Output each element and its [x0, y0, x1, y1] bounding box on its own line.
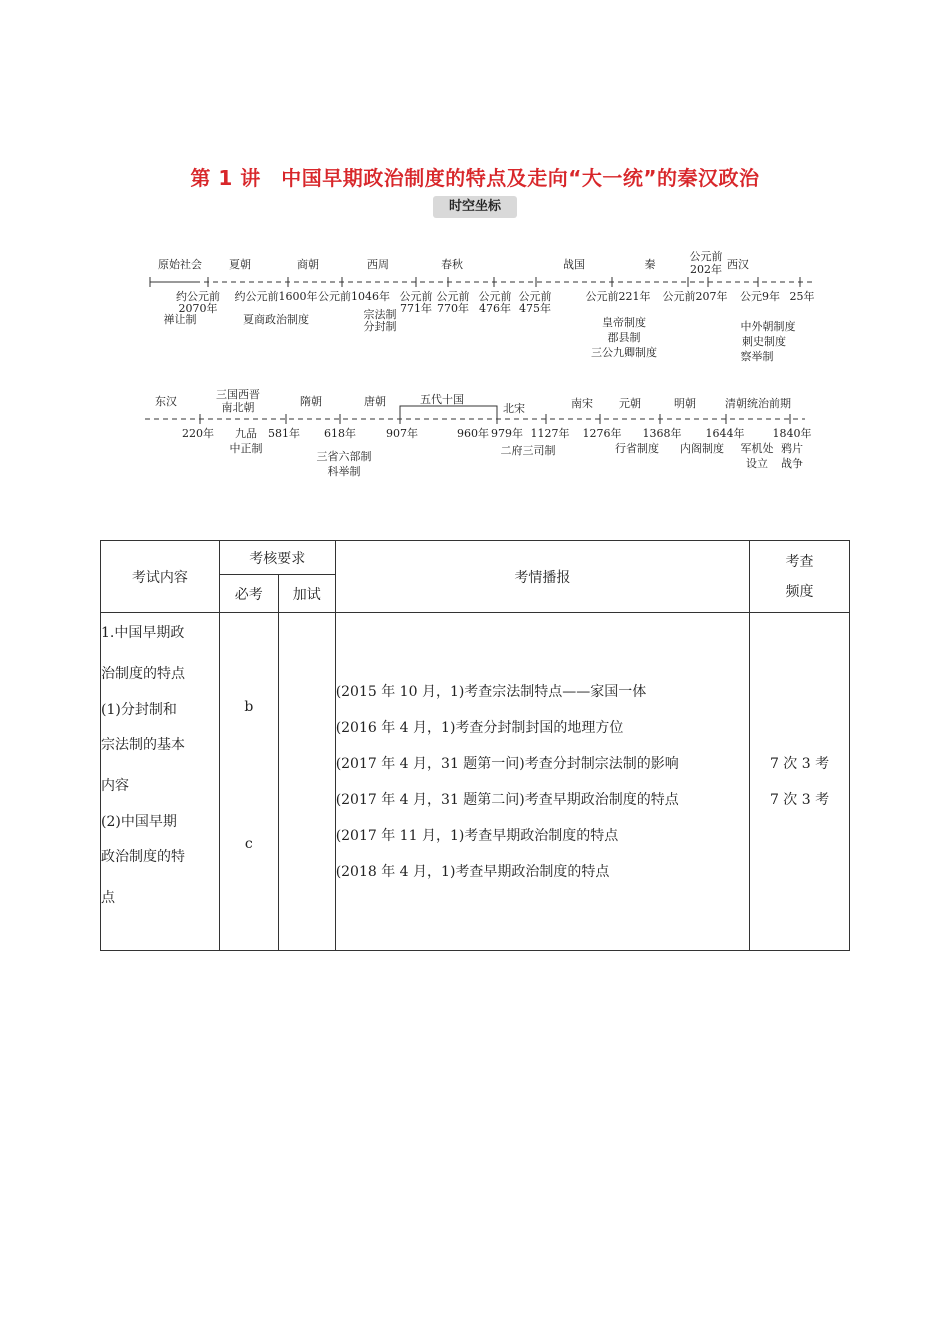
period-label: 春秋: [441, 258, 463, 271]
period-label: 秦: [644, 258, 656, 271]
date-label: 771年: [400, 302, 432, 315]
note-label: 皇帝制度: [602, 316, 646, 329]
section-label: 时空坐标: [433, 196, 517, 218]
date-label: 202年: [690, 263, 722, 276]
note-label: 军机处: [740, 442, 774, 455]
content-line: 内容: [101, 778, 129, 794]
note-label: 中正制: [229, 442, 263, 455]
content-line: 治制度的特点: [101, 666, 185, 682]
date-label: 公元前207年: [662, 290, 728, 303]
period-label: 南北朝: [221, 401, 255, 414]
note-label: 中外朝制度: [740, 320, 796, 333]
note-label: 察举制: [740, 350, 774, 363]
header-content: 考试内容: [101, 541, 220, 613]
news-cell: [335, 613, 749, 951]
news-item: (2015 年 10 月，1)考查宗法制特点——家国一体: [335, 683, 647, 700]
period-label: 原始社会: [158, 258, 202, 271]
period-label: 清朝统治前期: [725, 397, 791, 410]
period-label: 战国: [563, 258, 585, 271]
note-label: 内阁制度: [680, 442, 724, 455]
period-label: 夏朝: [229, 258, 251, 271]
note-label: 分封制: [363, 320, 397, 333]
content-line: 政治制度的特: [101, 849, 185, 865]
news-item: (2017 年 4 月，31 题第二问)考查早期政治制度的特点: [335, 791, 679, 808]
header-extra: 加试: [278, 575, 335, 613]
page-title: 第 1 讲 中国早期政治制度的特点及走向“大一统”的秦汉政治: [190, 166, 760, 190]
extra-level-cell: [278, 613, 335, 951]
exam-table: [100, 540, 850, 951]
note-label: 三公九卿制度: [591, 346, 657, 359]
date-label: 220年: [182, 427, 214, 440]
date-label: 公元前221年: [585, 290, 651, 303]
note-label: 鸦片: [781, 442, 803, 455]
header-requirement: 考核要求: [219, 541, 335, 575]
date-label: 公元前1046年: [318, 290, 390, 303]
period-label: 三国西晋: [216, 388, 260, 401]
date-label: 约公元前1600年: [234, 290, 318, 303]
date-label: 公元前: [399, 290, 433, 303]
news-item: (2016 年 4 月，1)考查分封制封国的地理方位: [335, 719, 624, 736]
wudai-bracket: [400, 406, 497, 415]
header-frequency: [750, 541, 850, 613]
date-label: 770年: [437, 302, 469, 315]
date-label: 476年: [479, 302, 511, 315]
level-c: c: [244, 836, 253, 852]
content-line: 宗法制的基本: [101, 737, 185, 753]
period-label: 唐朝: [364, 395, 386, 408]
news-item: (2017 年 11 月，1)考查早期政治制度的特点: [335, 827, 619, 844]
note-label: 设立: [746, 457, 768, 470]
content-line: 1.中国早期政: [101, 625, 185, 641]
content-line: (1)分封制和: [101, 702, 177, 718]
level-b: b: [244, 699, 254, 715]
date-label: 公元前: [518, 290, 552, 303]
news-item: (2017 年 4 月，31 题第一问)考查分封制宗法制的影响: [335, 755, 679, 772]
date-label: 25年: [789, 290, 815, 303]
period-label: 东汉: [155, 395, 177, 408]
date-label: 公元前: [689, 250, 723, 263]
note-label: 郡县制: [607, 331, 641, 344]
note-label: 禅让制: [163, 313, 197, 326]
date-label: 1840年: [772, 427, 812, 440]
content-line: 点: [101, 890, 115, 906]
note-label: 行省制度: [615, 442, 659, 455]
frequency-value: 7 次 3 考: [769, 791, 830, 808]
date-label: 907年: [386, 427, 418, 440]
date-label: 618年: [324, 427, 356, 440]
date-label: 公元前: [478, 290, 512, 303]
note-label: 刺史制度: [742, 335, 786, 348]
frequency-value: 7 次 3 考: [769, 755, 830, 772]
note-label: 科举制: [327, 465, 361, 478]
date-label: 公元前: [436, 290, 470, 303]
note-label: 二府三司制: [500, 444, 556, 457]
note-label: 宗法制: [363, 308, 397, 321]
news-item: (2018 年 4 月，1)考查早期政治制度的特点: [335, 863, 610, 880]
period-label: 五代十国: [420, 393, 464, 406]
frequency-cell: [750, 613, 850, 951]
timeline-chart: [0, 0, 950, 500]
date-label: 1127年: [530, 427, 570, 440]
period-label: 元朝: [619, 397, 641, 410]
date-label: 960年: [457, 427, 489, 440]
date-label: 979年: [491, 427, 523, 440]
required-level-cell: [219, 613, 278, 951]
period-label: 明朝: [674, 397, 696, 410]
note-label: 战争: [781, 457, 803, 470]
note-label: 三省六部制: [316, 450, 372, 463]
period-label: 南宋: [571, 397, 593, 410]
period-label: 北宋: [503, 402, 525, 415]
date-label: 公元9年: [740, 290, 780, 303]
content-line: (2)中国早期: [101, 814, 177, 830]
period-label: 西周: [367, 258, 389, 271]
header-frequency-line: 频度: [785, 583, 814, 600]
period-label: 隋朝: [300, 395, 322, 408]
date-label: 581年: [268, 427, 300, 440]
header-required: 必考: [219, 575, 278, 613]
note-label: 九品: [235, 427, 257, 440]
period-label: 商朝: [297, 258, 319, 271]
date-label: 475年: [519, 302, 551, 315]
exam-content-cell: [101, 613, 220, 951]
date-label: 约公元前: [176, 290, 220, 303]
date-label: 1644年: [705, 427, 745, 440]
date-label: 2070年: [178, 302, 218, 315]
note-label: 夏商政治制度: [243, 313, 309, 326]
header-news: 考情播报: [335, 541, 749, 613]
date-label: 1276年: [582, 427, 622, 440]
header-frequency-line: 考查: [785, 553, 814, 570]
date-label: 1368年: [642, 427, 682, 440]
period-label: 西汉: [727, 258, 749, 271]
